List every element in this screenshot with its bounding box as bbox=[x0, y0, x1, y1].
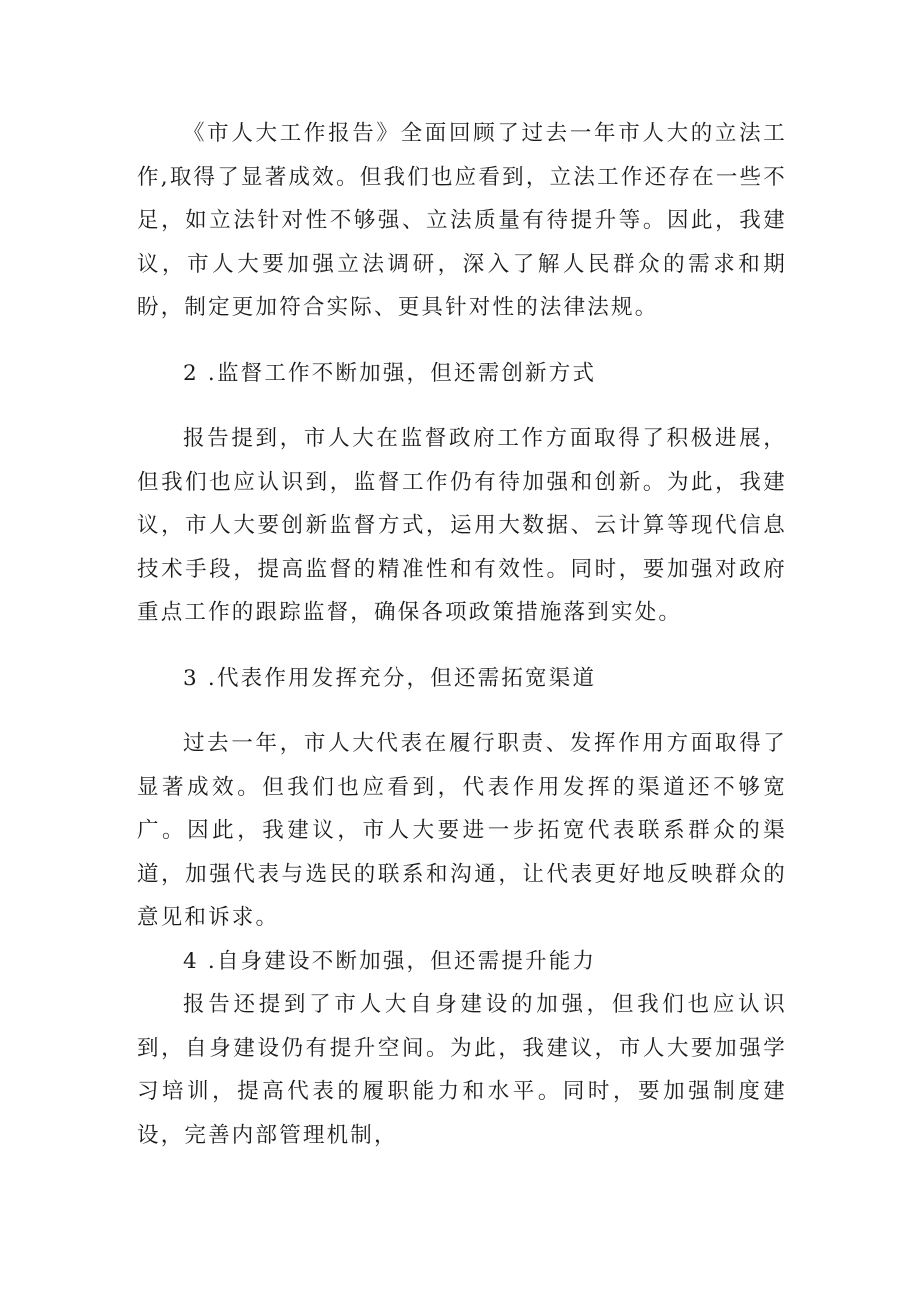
paragraph-legislation: 《市人大工作报告》全面回顾了过去一年市人大的立法工作,取得了显著成效。但我们也应看到，立法工作还存在一些不足，如立法针对性不够强、立法质量有待提升等。因此，我建议，市人大要加强立法调研，深入了解人民群众的需求和期盼，制定更加符合实际、更具针对性的法律法规。 bbox=[137, 121, 787, 320]
paragraph-supervision: 报告提到，市人大在监督政府工作方面取得了积极进展，但我们也应认识到，监督工作仍有待加强和创新。为此，我建议，市人大要创新监督方式，运用大数据、云计算等现代信息技术手段，提高监督的精准性和有效性。同时，要加强对政府重点工作的跟踪监督，确保各项政策措施落到实处。 bbox=[137, 426, 787, 625]
paragraph-self-construction: 报告还提到了市人大自身建设的加强，但我们也应认识到，自身建设仍有提升空间。为此，我建议，市人大要加强学习培训，提高代表的履职能力和水平。同时，要加强制度建设，完善内部管理机制， bbox=[137, 992, 787, 1148]
document-body bbox=[137, 112, 787, 1157]
paragraph-representatives: 过去一年，市人大代表在履行职责、发挥作用方面取得了显著成效。但我们也应看到，代表作用发挥的渠道还不够宽广。因此，我建议，市人大要进一步拓宽代表联系群众的渠道，加强代表与选民的联系和沟通，让代表更好地反映群众的意见和诉求。 bbox=[137, 731, 787, 930]
section-heading-supervision: 2 .监督工作不断加强，但还需创新方式 bbox=[183, 360, 597, 386]
section-heading-self-construction: 4 .自身建设不断加强，但还需提升能力 bbox=[183, 948, 597, 974]
section-heading-representatives: 3 .代表作用发挥充分，但还需拓宽渠道 bbox=[183, 665, 597, 691]
